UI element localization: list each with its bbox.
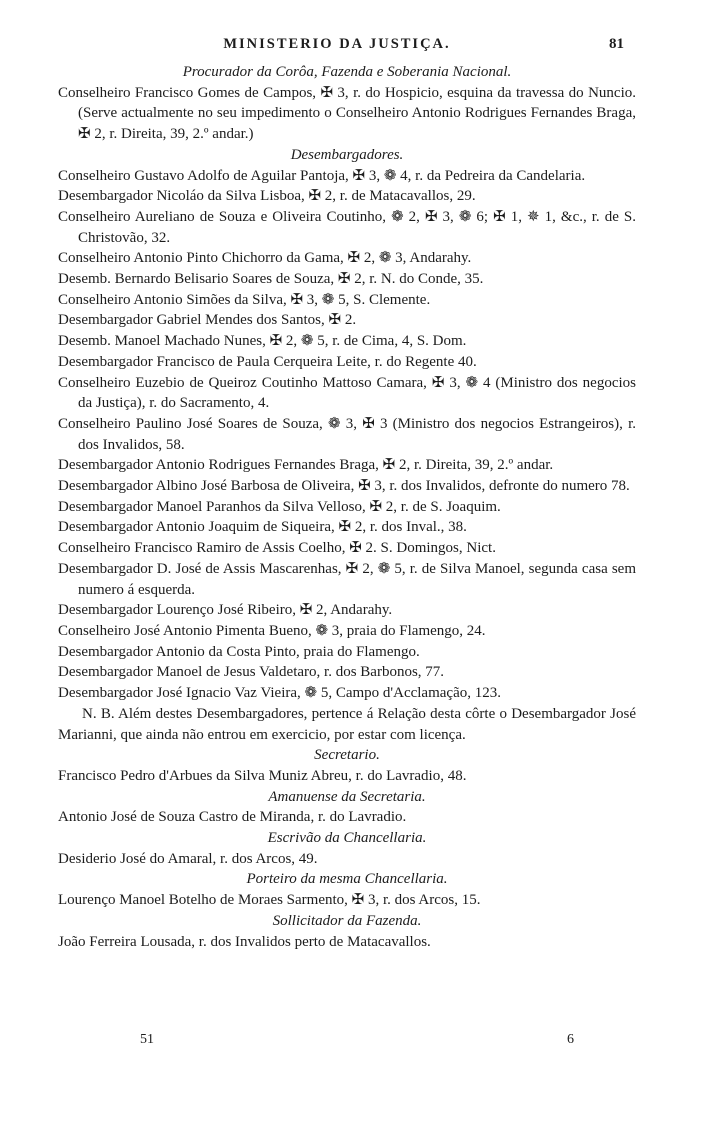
register-entry: Conselheiro Aureliano de Souza e Oliveira Coutinho, ❁ 2, ✠ 3, ❁ 6; ✠ 1, ✵ 1, &c., r. de S. Christovão, 32. (58, 208, 636, 246)
register-entry: Desiderio José do Amaral, r. dos Arcos, 49. (58, 850, 318, 867)
register-entry: Conselheiro Francisco Gomes de Campos, ✠ 3, r. do Hospicio, esquina da travessa do Nuncio. (Serve actualmente no seu impedimento o Conselheiro Antonio Rodrigues Fernandes Braga, ✠ 2, r. Direita, 39, 2.º andar.) (58, 84, 636, 143)
page-number: 81 (609, 36, 624, 52)
register-entry: Desembargador D. José de Assis Mascarenhas, ✠ 2, ❁ 5, r. de Silva Manoel, segunda casa sem numero á esquerda. (58, 560, 636, 598)
register-entry: Desembargador Francisco de Paula Cerqueira Leite, r. do Regente 40. (58, 353, 477, 370)
register-entry: Desemb. Bernardo Belisario Soares de Souza, ✠ 2, r. N. do Conde, 35. (58, 271, 484, 288)
register-entry: Conselheiro Antonio Simões da Silva, ✠ 3, ❁ 5, S. Clemente. (58, 291, 431, 308)
register-entry: Desembargador Antonio da Costa Pinto, praia do Flamengo. (58, 643, 420, 660)
register-entry: Conselheiro José Antonio Pimenta Bueno, ❁ 3, praia do Flamengo, 24. (58, 622, 486, 639)
register-entry: Conselheiro Paulino José Soares de Souza, ❁ 3, ✠ 3 (Ministro dos negocios Estrangeiros), r. dos Invalidos, 58. (58, 415, 636, 453)
register-entry: Desembargador Nicoláo da Silva Lisboa, ✠ 2, r. de Matacavallos, 29. (58, 188, 476, 205)
register-entry: Desembargador Antonio Rodrigues Fernandes Braga, ✠ 2, r. Direita, 39, 2.º andar. (58, 457, 554, 474)
register-entry: Desembargador Manoel de Jesus Valdetaro, r. dos Barbonos, 77. (58, 664, 445, 681)
register-entry: Conselheiro Francisco Ramiro de Assis Coelho, ✠ 2. S. Domingos, Nict. (58, 540, 496, 557)
folio-mark: 6 (567, 1032, 574, 1047)
register-entry: Lourenço Manoel Botelho de Moraes Sarmento, ✠ 3, r. dos Arcos, 15. (58, 892, 481, 909)
section-heading: Secretario. (314, 747, 380, 764)
note-paragraph: N. B. Além destes Desembargadores, pertence á Relação desta côrte o Desembargador José Marianni, que ainda não entrou em exercicio, por estar com licença. (58, 705, 636, 743)
section-heading: Sollicitador da Fazenda. (272, 912, 422, 929)
section-heading: Porteiro da mesma Chancellaria. (246, 871, 448, 888)
section-heading: Escrivão da Chancellaria. (267, 830, 427, 847)
register-entry: Desembargador Manoel Paranhos da Silva Velloso, ✠ 2, r. de S. Joaquim. (58, 498, 501, 515)
register-entry: João Ferreira Lousada, r. dos Invalidos perto de Matacavallos. (58, 933, 431, 950)
section-heading: Amanuense da Secretaria. (268, 788, 426, 805)
register-entry: Desembargador Lourenço José Ribeiro, ✠ 2, Andarahy. (58, 602, 393, 619)
page-header (60, 36, 624, 62)
running-title: MINISTERIO DA JUSTIÇA. (223, 36, 451, 52)
register-entry: Antonio José de Souza Castro de Miranda, r. do Lavradio. (58, 809, 407, 826)
section-heading: Procurador da Corôa, Fazenda e Soberania Nacional. (182, 64, 512, 80)
page-body (58, 62, 636, 952)
register-entry: Francisco Pedro d'Arbues da Silva Muniz Abreu, r. do Lavradio, 48. (58, 767, 467, 784)
register-entry: Conselheiro Gustavo Adolfo de Aguilar Pantoja, ✠ 3, ❁ 4, r. da Pedreira da Candelaria. (58, 167, 586, 184)
register-entry: Desembargador Albino José Barbosa de Oliveira, ✠ 3, r. dos Invalidos, defronte do numero 78. (58, 478, 630, 495)
register-entry: Desembargador Antonio Joaquim de Siqueira, ✠ 2, r. dos Inval., 38. (58, 519, 467, 536)
register-entry: Desembargador José Ignacio Vaz Vieira, ❁ 5, Campo d'Acclamação, 123. (58, 685, 501, 702)
register-entry: Desembargador Gabriel Mendes dos Santos, ✠ 2. (58, 312, 357, 329)
section-heading: Desembargadores. (290, 146, 404, 163)
register-entry: Conselheiro Antonio Pinto Chichorro da Gama, ✠ 2, ❁ 3, Andarahy. (58, 250, 472, 267)
register-entry: Conselheiro Euzebio de Queiroz Coutinho Mattoso Camara, ✠ 3, ❁ 4 (Ministro dos negocios da Justiça), r. do Sacramento, 4. (58, 374, 636, 412)
register-entry: Desemb. Manoel Machado Nunes, ✠ 2, ❁ 5, r. de Cima, 4, S. Dom. (58, 333, 467, 350)
signature-mark: 51 (140, 1032, 154, 1047)
